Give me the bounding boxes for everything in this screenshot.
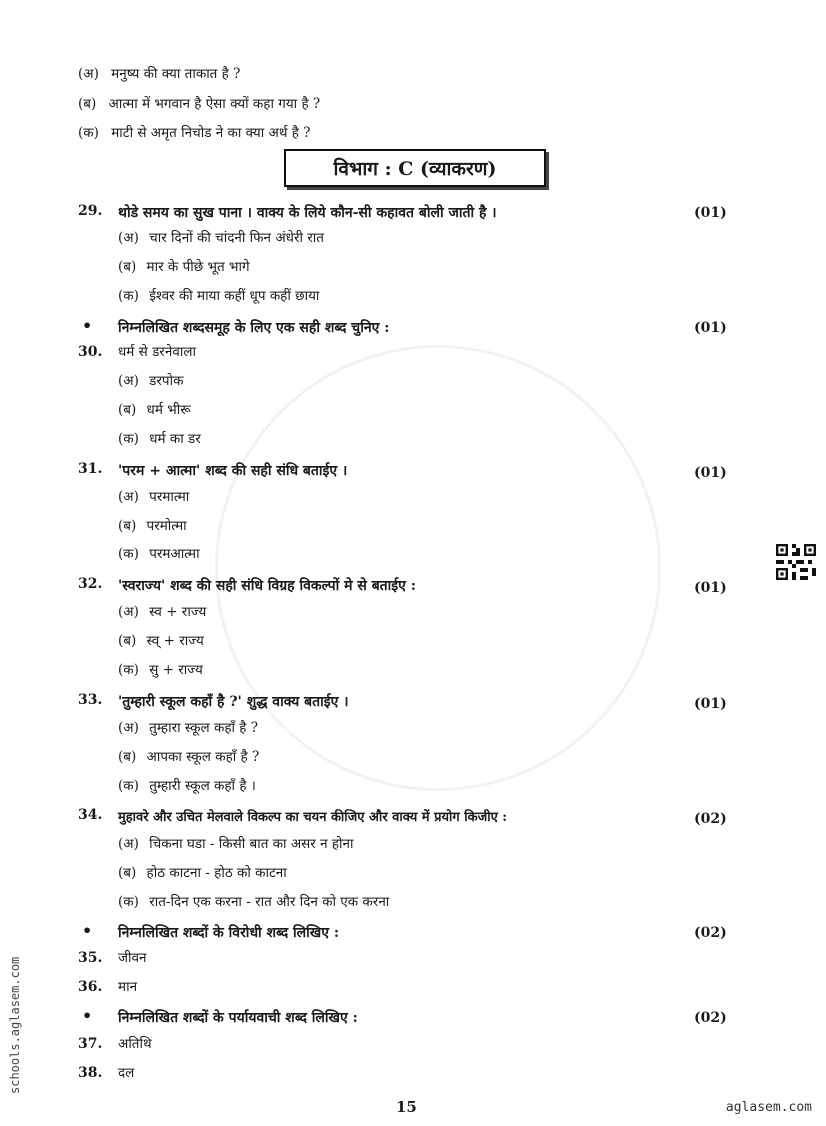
page-number: 15 [396, 1098, 417, 1116]
question-text: दल [118, 1065, 135, 1081]
intro-item-c: (क) माटी से अमृत निचोड ने का क्या अर्थ है ? [78, 125, 311, 141]
intro-item-a: (अ) मनुष्य की क्या ताकात है ? [78, 66, 241, 82]
option: (क) ईश्वर की माया कहीं धूप कहीं छाया [118, 288, 320, 304]
instruction-text: निम्नलिखित शब्दसमूह के लिए एक सही शब्द चुनिए : [118, 320, 390, 336]
option: (ब) आपका स्कूल कहाँ है ? [118, 749, 260, 765]
option: (क) धर्म का डर [118, 431, 201, 447]
question-text: मुहावरे और उचित मेलवाले विकल्प का चयन कीजिए और वाक्य में प्रयोग किजीए : [118, 810, 508, 825]
question-number: 36. [78, 979, 103, 995]
question-text: धर्म से डरनेवाला [118, 344, 196, 360]
option: (अ) परमात्मा [118, 489, 190, 505]
question-text: 'स्वराज्य' शब्द की सही संधि विग्रह विकल्पों मे से बताईए : [118, 578, 416, 594]
question-text: जीवन [118, 950, 147, 966]
option: (क) तुम्हारी स्कूल कहाँ है । [118, 778, 256, 794]
question-number: 34. [78, 807, 103, 823]
option: (ब) धर्म भीरू [118, 402, 191, 418]
question-text: 'तुम्हारी स्कूल कहाँ है ?' शुद्ध वाक्य बताईए । [118, 694, 349, 710]
section-title: विभाग : C (व्याकरण) [284, 149, 546, 187]
option: (ब) स्व् + राज्य [118, 633, 204, 649]
question-text: 'परम + आत्मा' शब्द की सही संधि बताईए । [118, 463, 348, 479]
question-marks: (02) [694, 811, 727, 827]
option: (ब) मार के पीछे भूत भागे [118, 259, 250, 275]
question-marks: (01) [694, 580, 727, 596]
side-watermark: schools.aglasem.com [8, 956, 22, 1094]
question-number: 30. [78, 344, 103, 360]
question-marks: (02) [694, 925, 727, 941]
question-marks: (02) [694, 1010, 727, 1026]
option: (ब) होठ काटना - होठ को काटना [118, 865, 287, 881]
option: (अ) स्व + राज्य [118, 604, 207, 620]
question-marks: (01) [694, 205, 727, 221]
option: (अ) तुम्हारा स्कूल कहाँ है ? [118, 720, 258, 736]
option: (क) परमआत्मा [118, 546, 200, 562]
question-text: अतिथि [118, 1036, 152, 1052]
question-number: 33. [78, 692, 103, 708]
instruction-text: निम्नलिखित शब्दों के पर्यायवाची शब्द लिखिए : [118, 1010, 358, 1026]
question-marks: (01) [694, 696, 727, 712]
option: (अ) चिकना घडा - किसी बात का असर न होना [118, 836, 354, 852]
question-number: 32. [78, 576, 103, 592]
intro-item-b: (ब) आत्मा में भगवान है ऐसा क्यों कहा गया है ? [78, 96, 321, 112]
question-number: 29. [78, 203, 103, 219]
option: (ब) परमोत्मा [118, 518, 187, 534]
question-number: 37. [78, 1036, 103, 1052]
board-seal-watermark [215, 345, 661, 791]
question-number: 31. [78, 461, 103, 477]
question-marks: (01) [694, 465, 727, 481]
question-number: 38. [78, 1065, 103, 1081]
question-marks: (01) [694, 320, 727, 336]
question-text: थोडे समय का सुख पाना । वाक्य के लिये कौन-सी कहावत बोली जाती है । [118, 205, 497, 221]
bullet: • [82, 1006, 93, 1025]
question-text: मान [118, 979, 138, 995]
option: (क) रात-दिन एक करना - रात और दिन को एक करना [118, 894, 390, 910]
bullet: • [82, 921, 93, 940]
option: (अ) डरपोक [118, 373, 184, 389]
option: (क) सु + राज्य [118, 662, 203, 678]
option: (अ) चार दिनों की चांदनी फिन अंधेरी रात [118, 230, 324, 246]
qr-code-icon [776, 544, 816, 580]
bullet: • [82, 316, 93, 335]
footer-site: aglasem.com [725, 1100, 812, 1115]
question-number: 35. [78, 950, 103, 966]
instruction-text: निम्नलिखित शब्दों के विरोधी शब्द लिखिए : [118, 925, 340, 941]
